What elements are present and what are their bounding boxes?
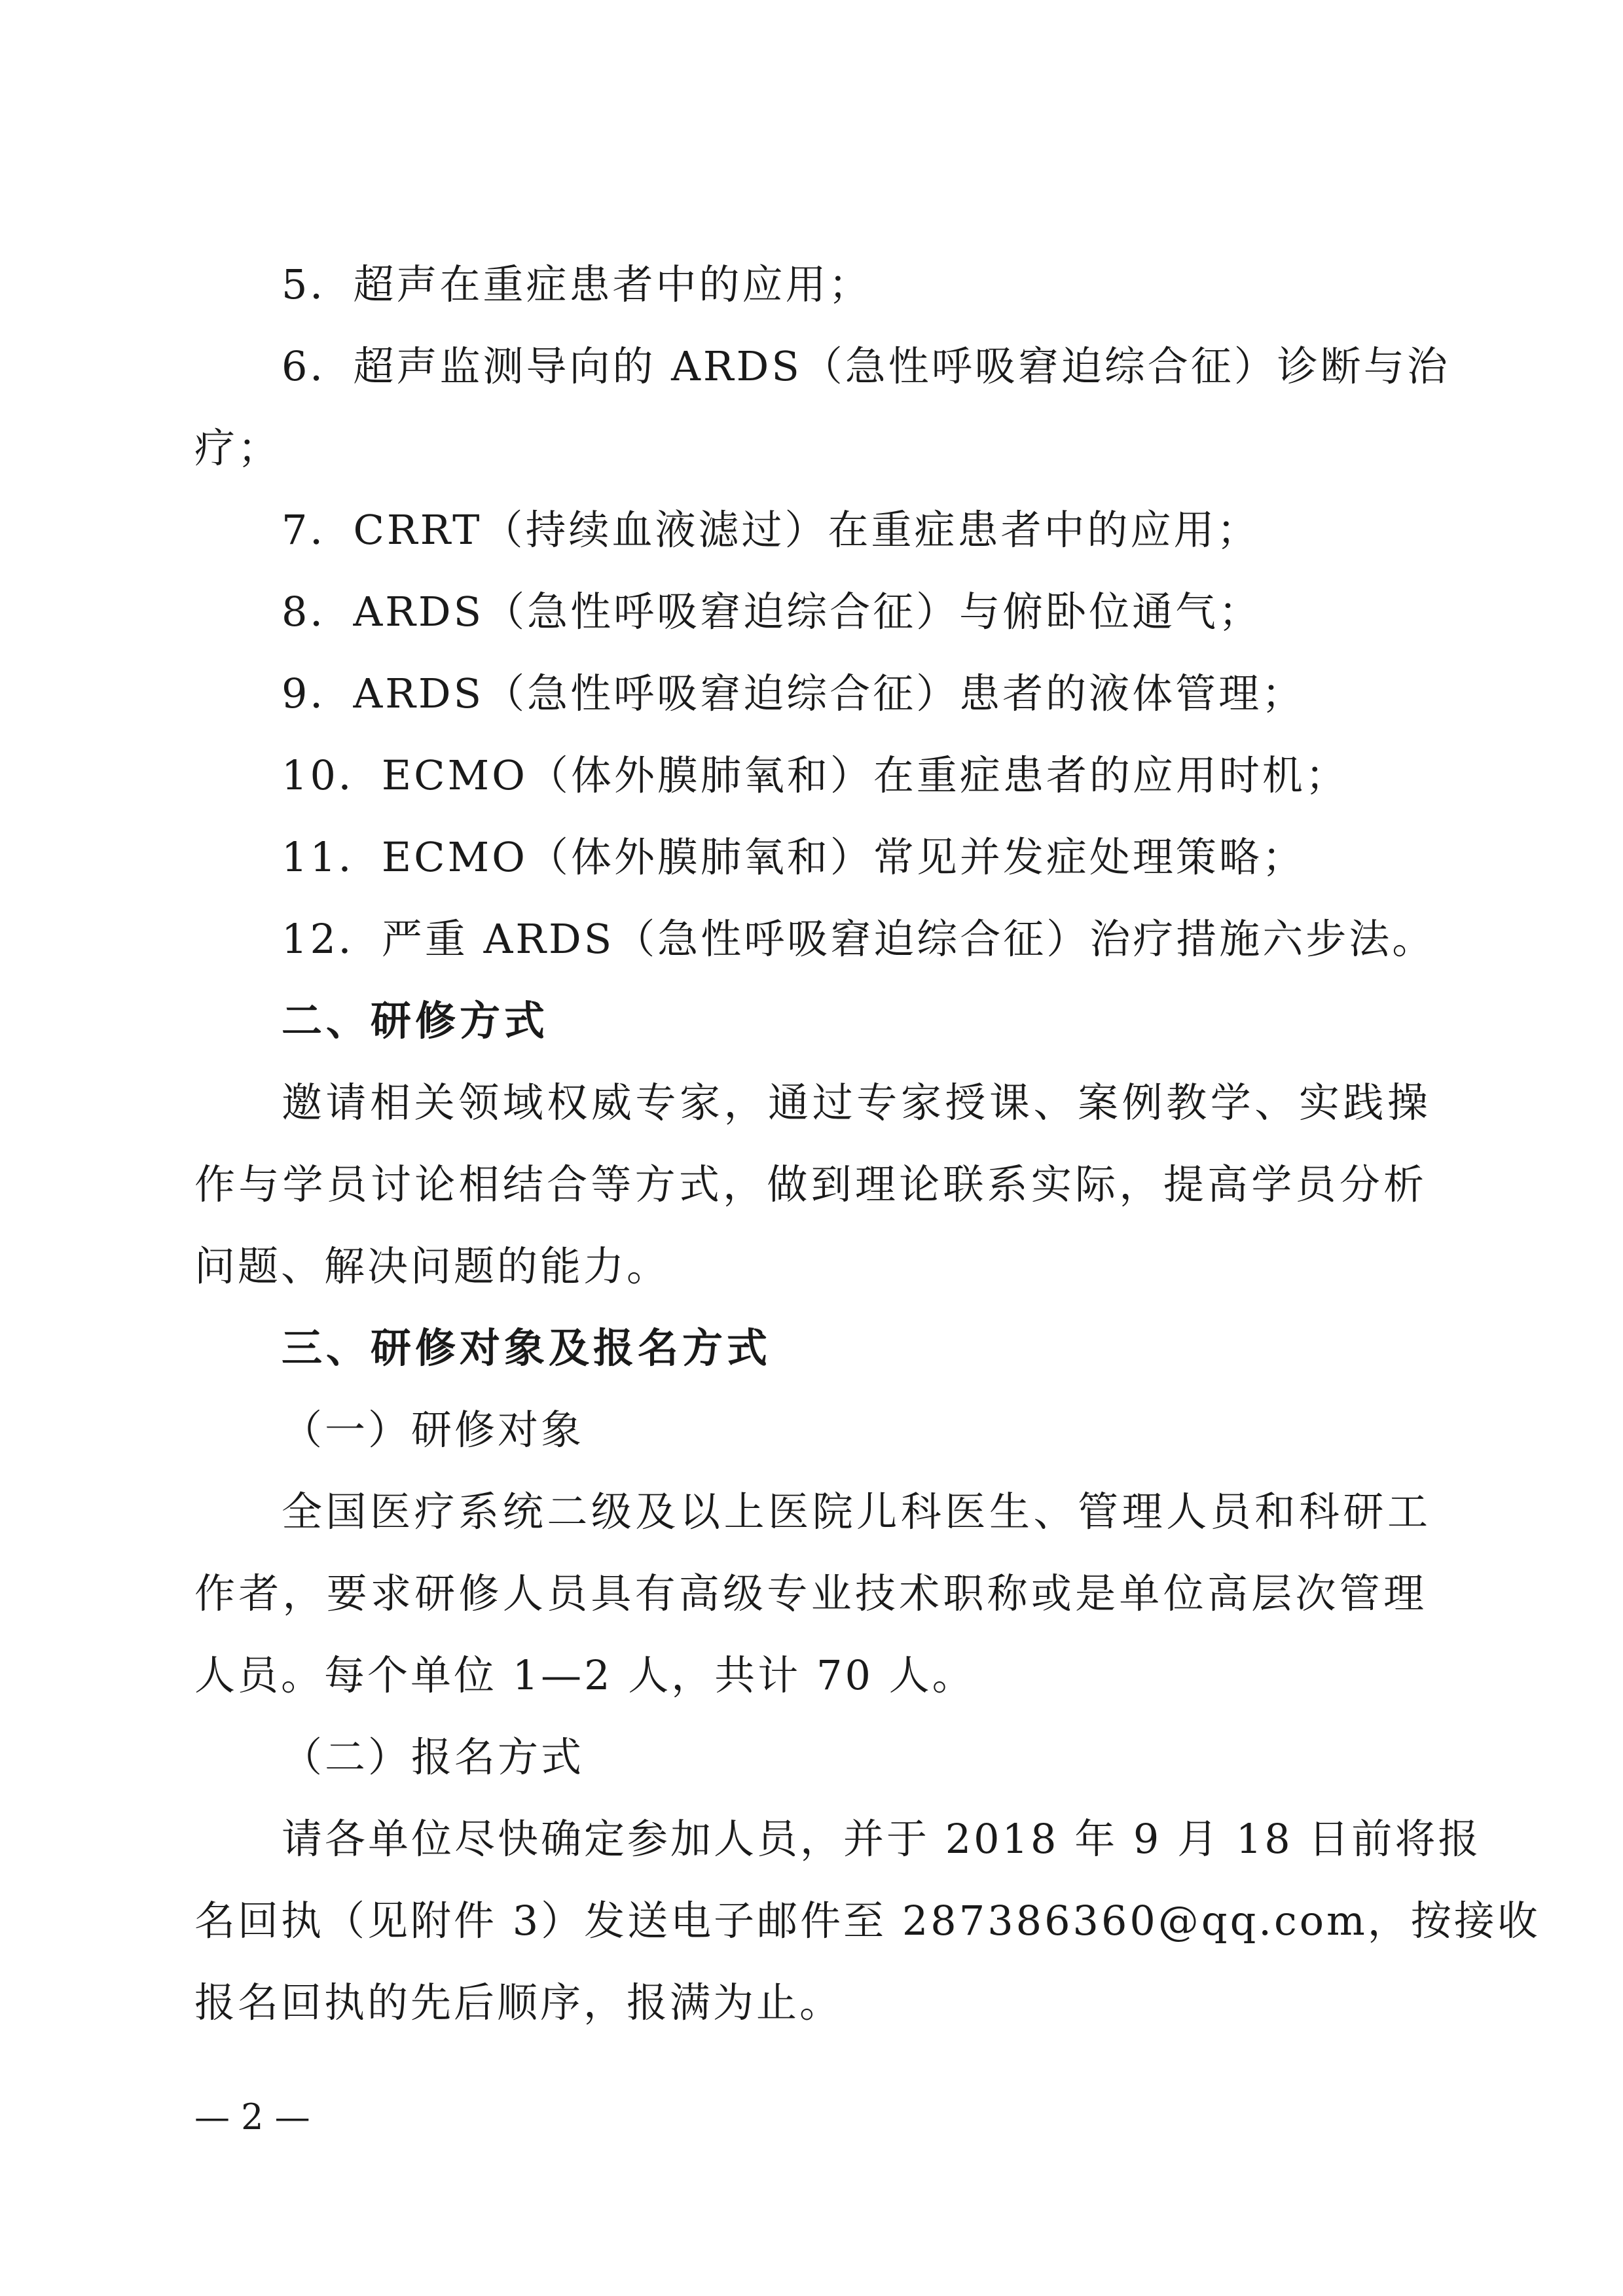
section-3-sub2-line1: 请各单位尽快确定参加人员，并于 2018 年 9 月 18 日前将报: [282, 1815, 1482, 1863]
section-2-para-line2: 作与学员讨论相结合等方式，做到理论联系实际，提高学员分析: [194, 1160, 1427, 1208]
section-2-para-line1: 邀请相关领域权威专家，通过专家授课、案例教学、实践操: [282, 1079, 1431, 1126]
section-3-sub2-line2: 名回执（见附件 3）发送电子邮件至 287386360@qq.com，按接收: [194, 1897, 1541, 1945]
topic-item-6-line1: 6．超声监测导向的 ARDS（急性呼吸窘迫综合征）诊断与治: [282, 342, 1450, 390]
section-3-heading: 三、研修对象及报名方式: [282, 1324, 772, 1372]
topic-item-6-line2: 疗；: [194, 424, 282, 472]
topic-item-12: 12．严重 ARDS（急性呼吸窘迫综合征）治疗措施六步法。: [282, 915, 1436, 963]
topic-item-7: 7．CRRT（持续血液滤过）在重症患者中的应用；: [282, 506, 1260, 554]
topic-item-9: 9．ARDS（急性呼吸窘迫综合征）患者的液体管理；: [282, 670, 1305, 717]
section-3-sub2-line3: 报名回执的先后顺序，报满为止。: [194, 1979, 843, 2026]
topic-item-8: 8．ARDS（急性呼吸窘迫综合征）与俯卧位通气；: [282, 588, 1262, 636]
section-3-sub1-heading: （一）研修对象: [282, 1406, 585, 1454]
section-3-sub1-line2: 作者，要求研修人员具有高级专业技术职称或是单位高层次管理: [194, 1570, 1427, 1617]
topic-item-10: 10．ECMO（体外膜肺氧和）在重症患者的应用时机；: [282, 751, 1349, 799]
section-3-sub2-heading: （二）报名方式: [282, 1733, 585, 1781]
section-3-sub1-line3: 人员。每个单位 1—2 人，共计 70 人。: [194, 1651, 976, 1699]
section-3-sub1-line1: 全国医疗系统二级及以上医院儿科医生、管理人员和科研工: [282, 1488, 1431, 1535]
topic-item-11: 11．ECMO（体外膜肺氧和）常见并发症处理策略；: [282, 833, 1305, 881]
section-2-heading: 二、研修方式: [282, 997, 549, 1045]
topic-item-5: 5．超声在重症患者中的应用；: [282, 260, 872, 308]
page-number: — 2 —: [194, 2096, 310, 2138]
section-2-para-line3: 问题、解决问题的能力。: [194, 1242, 670, 1290]
